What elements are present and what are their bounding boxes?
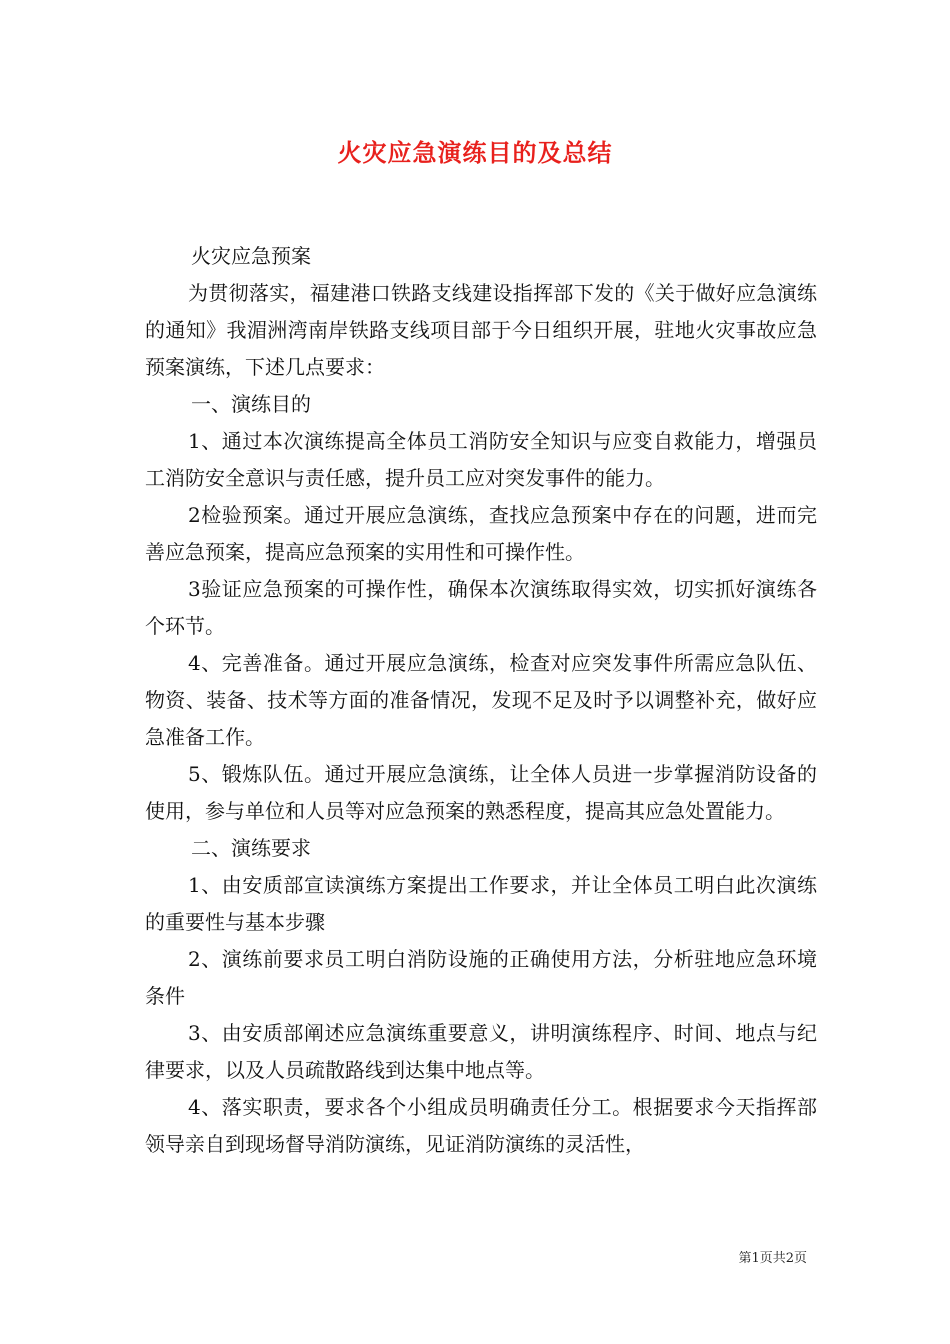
section-heading: 一、演练目的 xyxy=(191,392,311,416)
body-paragraph: 1、通过本次演练提高全体员工消防安全知识与应变自救能力，增强员工消防安全意识与责任感，提升员工应对突发事件的能力。 xyxy=(145,429,817,490)
body-paragraph: 为贯彻落实，福建港口铁路支线建设指挥部下发的《关于做好应急演练的通知》我湄洲湾南岸铁路支线项目部于今日组织开展，驻地火灾事故应急预案演练，下述几点要求： xyxy=(145,281,817,379)
document-title: 火灾应急演练目的及总结 xyxy=(337,138,613,167)
body-paragraph: 4、完善准备。通过开展应急演练，检查对应突发事件所需应急队伍、物资、装备、技术等方面的准备情况，发现不足及时予以调整补充，做好应急准备工作。 xyxy=(145,651,817,749)
document-body xyxy=(145,238,817,1163)
body-paragraph: 4、落实职责，要求各个小组成员明确责任分工。根据要求今天指挥部领导亲自到现场督导消防演练，见证消防演练的灵活性， xyxy=(145,1095,817,1156)
page-number-footer: 第1页共2页 xyxy=(738,1251,807,1266)
body-paragraph: 1、由安质部宣读演练方案提出工作要求，并让全体员工明白此次演练的重要性与基本步骤 xyxy=(145,873,817,934)
body-paragraph: 2、演练前要求员工明白消防设施的正确使用方法，分析驻地应急环境条件 xyxy=(145,947,817,1008)
body-paragraph: 3、由安质部阐述应急演练重要意义，讲明演练程序、时间、地点与纪律要求，以及人员疏散路线到达集中地点等。 xyxy=(145,1021,817,1082)
body-paragraph: 3验证应急预案的可操作性，确保本次演练取得实效，切实抓好演练各个环节。 xyxy=(145,577,817,638)
body-paragraph: 2检验预案。通过开展应急演练，查找应急预案中存在的问题，进而完善应急预案，提高应急预案的实用性和可操作性。 xyxy=(145,503,817,564)
body-paragraph: 5、锻炼队伍。通过开展应急演练，让全体人员进一步掌握消防设备的使用，参与单位和人员等对应急预案的熟悉程度，提高其应急处置能力。 xyxy=(145,762,817,823)
section-heading: 二、演练要求 xyxy=(191,836,311,860)
section-heading: 火灾应急预案 xyxy=(191,244,311,268)
